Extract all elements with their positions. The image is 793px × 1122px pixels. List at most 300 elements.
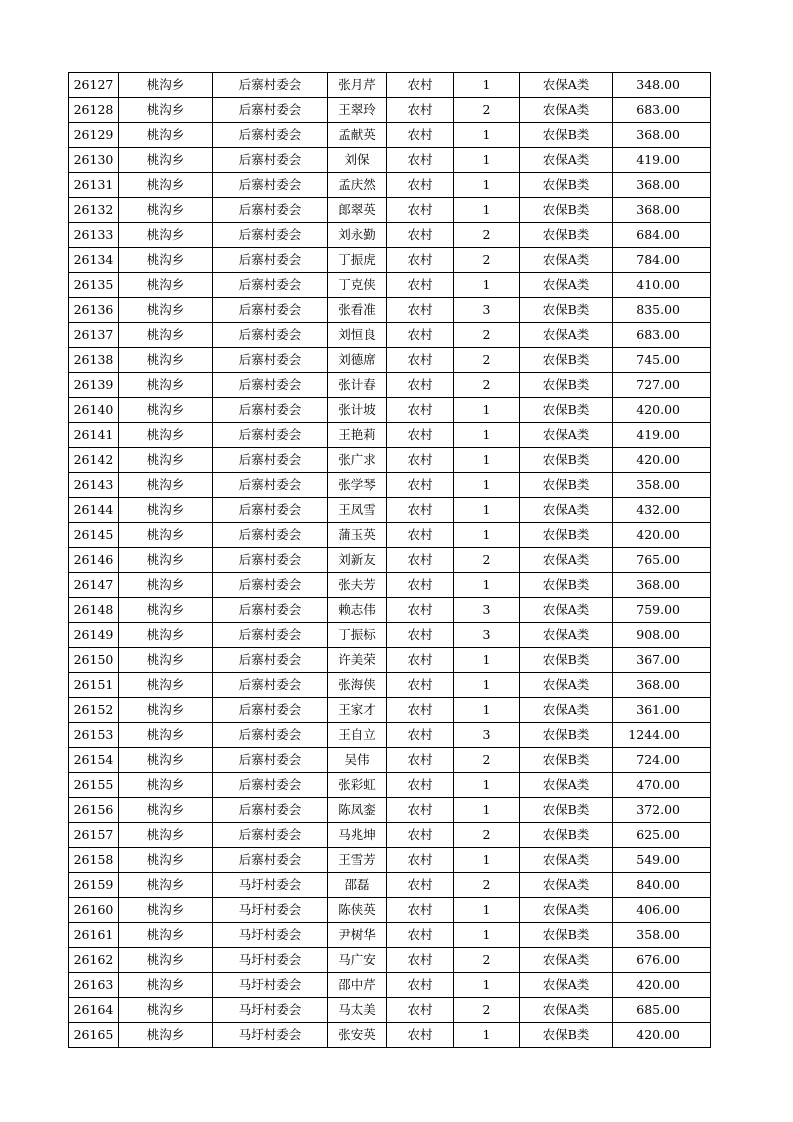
name-cell: 陈侠英 <box>328 898 387 923</box>
table-row <box>69 823 711 848</box>
township-cell: 桃沟乡 <box>119 398 213 423</box>
record-id-cell: 26140 <box>69 398 119 423</box>
insurance-category-cell: 农保A类 <box>520 773 613 798</box>
household-count-cell: 1 <box>454 398 520 423</box>
record-id-cell: 26144 <box>69 498 119 523</box>
insurance-category-cell: 农保A类 <box>520 873 613 898</box>
record-id-cell: 26134 <box>69 248 119 273</box>
household-count-cell: 2 <box>454 323 520 348</box>
insurance-category-cell: 农保B类 <box>520 448 613 473</box>
area-type-cell: 农村 <box>387 473 454 498</box>
amount-cell: 765.00 <box>613 548 711 573</box>
area-type-cell: 农村 <box>387 298 454 323</box>
area-type-cell: 农村 <box>387 448 454 473</box>
table-row <box>69 98 711 123</box>
table-row <box>69 573 711 598</box>
record-id-cell: 26143 <box>69 473 119 498</box>
amount-cell: 348.00 <box>613 73 711 98</box>
record-id-cell: 26130 <box>69 148 119 173</box>
insurance-category-cell: 农保A类 <box>520 423 613 448</box>
village-committee-cell: 后寨村委会 <box>213 148 328 173</box>
household-count-cell: 1 <box>454 798 520 823</box>
table-row <box>69 323 711 348</box>
record-id-cell: 26135 <box>69 273 119 298</box>
insurance-category-cell: 农保B类 <box>520 223 613 248</box>
insurance-category-cell: 农保A类 <box>520 598 613 623</box>
amount-cell: 361.00 <box>613 698 711 723</box>
record-id-cell: 26136 <box>69 298 119 323</box>
insurance-category-cell: 农保B类 <box>520 348 613 373</box>
area-type-cell: 农村 <box>387 998 454 1023</box>
table-row <box>69 998 711 1023</box>
name-cell: 陈凤銮 <box>328 798 387 823</box>
amount-cell: 676.00 <box>613 948 711 973</box>
household-count-cell: 3 <box>454 298 520 323</box>
amount-cell: 625.00 <box>613 823 711 848</box>
record-id-cell: 26164 <box>69 998 119 1023</box>
table-row <box>69 548 711 573</box>
amount-cell: 419.00 <box>613 423 711 448</box>
township-cell: 桃沟乡 <box>119 673 213 698</box>
area-type-cell: 农村 <box>387 323 454 348</box>
household-count-cell: 2 <box>454 548 520 573</box>
village-committee-cell: 马圩村委会 <box>213 1023 328 1048</box>
table-row <box>69 973 711 998</box>
insurance-category-cell: 农保A类 <box>520 98 613 123</box>
area-type-cell: 农村 <box>387 98 454 123</box>
area-type-cell: 农村 <box>387 923 454 948</box>
name-cell: 张计坡 <box>328 398 387 423</box>
township-cell: 桃沟乡 <box>119 873 213 898</box>
record-id-cell: 26152 <box>69 698 119 723</box>
table-row <box>69 748 711 773</box>
household-count-cell: 2 <box>454 948 520 973</box>
township-cell: 桃沟乡 <box>119 373 213 398</box>
name-cell: 丁振标 <box>328 623 387 648</box>
household-count-cell: 1 <box>454 673 520 698</box>
village-committee-cell: 马圩村委会 <box>213 973 328 998</box>
township-cell: 桃沟乡 <box>119 148 213 173</box>
name-cell: 孟庆然 <box>328 173 387 198</box>
amount-cell: 419.00 <box>613 148 711 173</box>
name-cell: 王艳莉 <box>328 423 387 448</box>
name-cell: 赖志伟 <box>328 598 387 623</box>
household-count-cell: 1 <box>454 973 520 998</box>
record-id-cell: 26131 <box>69 173 119 198</box>
township-cell: 桃沟乡 <box>119 773 213 798</box>
record-id-cell: 26154 <box>69 748 119 773</box>
village-committee-cell: 后寨村委会 <box>213 523 328 548</box>
township-cell: 桃沟乡 <box>119 973 213 998</box>
insurance-category-cell: 农保A类 <box>520 323 613 348</box>
insurance-category-cell: 农保A类 <box>520 898 613 923</box>
village-committee-cell: 后寨村委会 <box>213 198 328 223</box>
record-id-cell: 26155 <box>69 773 119 798</box>
table-row <box>69 723 711 748</box>
township-cell: 桃沟乡 <box>119 1023 213 1048</box>
table-row <box>69 648 711 673</box>
township-cell: 桃沟乡 <box>119 198 213 223</box>
amount-cell: 685.00 <box>613 998 711 1023</box>
amount-cell: 759.00 <box>613 598 711 623</box>
village-committee-cell: 后寨村委会 <box>213 673 328 698</box>
table-row <box>69 148 711 173</box>
amount-cell: 406.00 <box>613 898 711 923</box>
name-cell: 马兆坤 <box>328 823 387 848</box>
name-cell: 许美荣 <box>328 648 387 673</box>
insurance-category-cell: 农保A类 <box>520 148 613 173</box>
name-cell: 邵中芹 <box>328 973 387 998</box>
name-cell: 马太美 <box>328 998 387 1023</box>
township-cell: 桃沟乡 <box>119 923 213 948</box>
amount-cell: 420.00 <box>613 398 711 423</box>
table-row <box>69 398 711 423</box>
name-cell: 刘恒良 <box>328 323 387 348</box>
amount-cell: 420.00 <box>613 1023 711 1048</box>
area-type-cell: 农村 <box>387 798 454 823</box>
insurance-category-cell: 农保A类 <box>520 848 613 873</box>
insurance-category-cell: 农保B类 <box>520 398 613 423</box>
insurance-category-cell: 农保B类 <box>520 798 613 823</box>
record-id-cell: 26157 <box>69 823 119 848</box>
insurance-category-cell: 农保A类 <box>520 948 613 973</box>
record-id-cell: 26138 <box>69 348 119 373</box>
record-id-cell: 26151 <box>69 673 119 698</box>
area-type-cell: 农村 <box>387 598 454 623</box>
area-type-cell: 农村 <box>387 398 454 423</box>
amount-cell: 420.00 <box>613 523 711 548</box>
household-count-cell: 1 <box>454 148 520 173</box>
name-cell: 张计春 <box>328 373 387 398</box>
record-id-cell: 26156 <box>69 798 119 823</box>
amount-cell: 368.00 <box>613 673 711 698</box>
insurance-category-cell: 农保B类 <box>520 523 613 548</box>
record-id-cell: 26163 <box>69 973 119 998</box>
record-id-cell: 26141 <box>69 423 119 448</box>
area-type-cell: 农村 <box>387 673 454 698</box>
area-type-cell: 农村 <box>387 773 454 798</box>
household-count-cell: 1 <box>454 573 520 598</box>
township-cell: 桃沟乡 <box>119 98 213 123</box>
table-row <box>69 273 711 298</box>
township-cell: 桃沟乡 <box>119 248 213 273</box>
amount-cell: 420.00 <box>613 973 711 998</box>
household-count-cell: 1 <box>454 848 520 873</box>
amount-cell: 368.00 <box>613 173 711 198</box>
area-type-cell: 农村 <box>387 173 454 198</box>
insurance-category-cell: 农保A类 <box>520 623 613 648</box>
township-cell: 桃沟乡 <box>119 298 213 323</box>
record-id-cell: 26159 <box>69 873 119 898</box>
record-id-cell: 26147 <box>69 573 119 598</box>
area-type-cell: 农村 <box>387 823 454 848</box>
area-type-cell: 农村 <box>387 223 454 248</box>
township-cell: 桃沟乡 <box>119 748 213 773</box>
name-cell: 张彩虹 <box>328 773 387 798</box>
area-type-cell: 农村 <box>387 648 454 673</box>
township-cell: 桃沟乡 <box>119 648 213 673</box>
insurance-category-cell: 农保A类 <box>520 698 613 723</box>
name-cell: 刘保 <box>328 148 387 173</box>
record-id-cell: 26161 <box>69 923 119 948</box>
village-committee-cell: 后寨村委会 <box>213 623 328 648</box>
township-cell: 桃沟乡 <box>119 548 213 573</box>
household-count-cell: 2 <box>454 998 520 1023</box>
table-row <box>69 848 711 873</box>
township-cell: 桃沟乡 <box>119 698 213 723</box>
table-row <box>69 523 711 548</box>
insurance-category-cell: 农保A类 <box>520 548 613 573</box>
record-id-cell: 26129 <box>69 123 119 148</box>
village-committee-cell: 后寨村委会 <box>213 398 328 423</box>
village-committee-cell: 后寨村委会 <box>213 373 328 398</box>
township-cell: 桃沟乡 <box>119 273 213 298</box>
record-id-cell: 26132 <box>69 198 119 223</box>
table-row <box>69 73 711 98</box>
village-committee-cell: 后寨村委会 <box>213 698 328 723</box>
record-id-cell: 26128 <box>69 98 119 123</box>
table-row <box>69 198 711 223</box>
table-row <box>69 173 711 198</box>
name-cell: 王翠玲 <box>328 98 387 123</box>
name-cell: 蒲玉英 <box>328 523 387 548</box>
area-type-cell: 农村 <box>387 948 454 973</box>
township-cell: 桃沟乡 <box>119 173 213 198</box>
household-count-cell: 1 <box>454 123 520 148</box>
allowance-table <box>68 72 711 1048</box>
household-count-cell: 1 <box>454 773 520 798</box>
name-cell: 孟献英 <box>328 123 387 148</box>
area-type-cell: 农村 <box>387 523 454 548</box>
household-count-cell: 1 <box>454 648 520 673</box>
household-count-cell: 3 <box>454 598 520 623</box>
amount-cell: 368.00 <box>613 573 711 598</box>
table-row <box>69 473 711 498</box>
table-row <box>69 248 711 273</box>
amount-cell: 367.00 <box>613 648 711 673</box>
area-type-cell: 农村 <box>387 248 454 273</box>
record-id-cell: 26158 <box>69 848 119 873</box>
village-committee-cell: 后寨村委会 <box>213 498 328 523</box>
household-count-cell: 1 <box>454 473 520 498</box>
household-count-cell: 2 <box>454 823 520 848</box>
record-id-cell: 26127 <box>69 73 119 98</box>
household-count-cell: 3 <box>454 623 520 648</box>
insurance-category-cell: 农保A类 <box>520 998 613 1023</box>
household-count-cell: 2 <box>454 348 520 373</box>
amount-cell: 410.00 <box>613 273 711 298</box>
area-type-cell: 农村 <box>387 423 454 448</box>
name-cell: 王家才 <box>328 698 387 723</box>
name-cell: 张广求 <box>328 448 387 473</box>
insurance-category-cell: 农保B类 <box>520 1023 613 1048</box>
village-committee-cell: 马圩村委会 <box>213 873 328 898</box>
village-committee-cell: 后寨村委会 <box>213 848 328 873</box>
amount-cell: 368.00 <box>613 123 711 148</box>
village-committee-cell: 后寨村委会 <box>213 548 328 573</box>
table-row <box>69 598 711 623</box>
record-id-cell: 26160 <box>69 898 119 923</box>
amount-cell: 835.00 <box>613 298 711 323</box>
village-committee-cell: 后寨村委会 <box>213 448 328 473</box>
township-cell: 桃沟乡 <box>119 848 213 873</box>
record-id-cell: 26162 <box>69 948 119 973</box>
amount-cell: 683.00 <box>613 98 711 123</box>
area-type-cell: 农村 <box>387 723 454 748</box>
area-type-cell: 农村 <box>387 198 454 223</box>
village-committee-cell: 后寨村委会 <box>213 298 328 323</box>
household-count-cell: 1 <box>454 198 520 223</box>
amount-cell: 684.00 <box>613 223 711 248</box>
area-type-cell: 农村 <box>387 698 454 723</box>
name-cell: 张月芹 <box>328 73 387 98</box>
name-cell: 张看准 <box>328 298 387 323</box>
table-row <box>69 373 711 398</box>
household-count-cell: 1 <box>454 173 520 198</box>
household-count-cell: 1 <box>454 73 520 98</box>
insurance-category-cell: 农保A类 <box>520 973 613 998</box>
table-row <box>69 673 711 698</box>
household-count-cell: 1 <box>454 923 520 948</box>
area-type-cell: 农村 <box>387 148 454 173</box>
table-row <box>69 798 711 823</box>
household-count-cell: 1 <box>454 423 520 448</box>
township-cell: 桃沟乡 <box>119 223 213 248</box>
area-type-cell: 农村 <box>387 548 454 573</box>
area-type-cell: 农村 <box>387 123 454 148</box>
amount-cell: 745.00 <box>613 348 711 373</box>
township-cell: 桃沟乡 <box>119 798 213 823</box>
insurance-category-cell: 农保A类 <box>520 498 613 523</box>
village-committee-cell: 后寨村委会 <box>213 123 328 148</box>
insurance-category-cell: 农保B类 <box>520 298 613 323</box>
area-type-cell: 农村 <box>387 873 454 898</box>
table-row <box>69 898 711 923</box>
name-cell: 张安英 <box>328 1023 387 1048</box>
village-committee-cell: 后寨村委会 <box>213 98 328 123</box>
amount-cell: 358.00 <box>613 923 711 948</box>
village-committee-cell: 后寨村委会 <box>213 348 328 373</box>
record-id-cell: 26139 <box>69 373 119 398</box>
record-id-cell: 26146 <box>69 548 119 573</box>
township-cell: 桃沟乡 <box>119 998 213 1023</box>
name-cell: 刘德席 <box>328 348 387 373</box>
township-cell: 桃沟乡 <box>119 123 213 148</box>
amount-cell: 368.00 <box>613 198 711 223</box>
amount-cell: 1244.00 <box>613 723 711 748</box>
area-type-cell: 农村 <box>387 1023 454 1048</box>
village-committee-cell: 后寨村委会 <box>213 823 328 848</box>
name-cell: 张学琴 <box>328 473 387 498</box>
amount-cell: 549.00 <box>613 848 711 873</box>
insurance-category-cell: 农保A类 <box>520 248 613 273</box>
insurance-category-cell: 农保B类 <box>520 373 613 398</box>
insurance-category-cell: 农保B类 <box>520 748 613 773</box>
table-row <box>69 923 711 948</box>
township-cell: 桃沟乡 <box>119 598 213 623</box>
amount-cell: 727.00 <box>613 373 711 398</box>
insurance-category-cell: 农保B类 <box>520 573 613 598</box>
insurance-category-cell: 农保B类 <box>520 923 613 948</box>
name-cell: 郎翠英 <box>328 198 387 223</box>
village-committee-cell: 后寨村委会 <box>213 173 328 198</box>
township-cell: 桃沟乡 <box>119 348 213 373</box>
amount-cell: 784.00 <box>613 248 711 273</box>
amount-cell: 358.00 <box>613 473 711 498</box>
township-cell: 桃沟乡 <box>119 523 213 548</box>
area-type-cell: 农村 <box>387 273 454 298</box>
area-type-cell: 农村 <box>387 848 454 873</box>
household-count-cell: 2 <box>454 373 520 398</box>
insurance-category-cell: 农保B类 <box>520 823 613 848</box>
village-committee-cell: 后寨村委会 <box>213 598 328 623</box>
table-row <box>69 698 711 723</box>
township-cell: 桃沟乡 <box>119 573 213 598</box>
name-cell: 马广安 <box>328 948 387 973</box>
amount-cell: 432.00 <box>613 498 711 523</box>
household-count-cell: 1 <box>454 698 520 723</box>
township-cell: 桃沟乡 <box>119 898 213 923</box>
table-row <box>69 223 711 248</box>
village-committee-cell: 马圩村委会 <box>213 923 328 948</box>
insurance-category-cell: 农保B类 <box>520 173 613 198</box>
household-count-cell: 1 <box>454 498 520 523</box>
amount-cell: 840.00 <box>613 873 711 898</box>
township-cell: 桃沟乡 <box>119 498 213 523</box>
household-count-cell: 1 <box>454 1023 520 1048</box>
area-type-cell: 农村 <box>387 348 454 373</box>
name-cell: 邵磊 <box>328 873 387 898</box>
table-row <box>69 448 711 473</box>
record-id-cell: 26145 <box>69 523 119 548</box>
amount-cell: 724.00 <box>613 748 711 773</box>
household-count-cell: 2 <box>454 873 520 898</box>
area-type-cell: 农村 <box>387 973 454 998</box>
table-row <box>69 948 711 973</box>
table-row <box>69 123 711 148</box>
name-cell: 丁振虎 <box>328 248 387 273</box>
record-id-cell: 26148 <box>69 598 119 623</box>
village-committee-cell: 马圩村委会 <box>213 948 328 973</box>
household-count-cell: 3 <box>454 723 520 748</box>
table-row <box>69 623 711 648</box>
village-committee-cell: 后寨村委会 <box>213 223 328 248</box>
area-type-cell: 农村 <box>387 498 454 523</box>
insurance-category-cell: 农保B类 <box>520 723 613 748</box>
insurance-category-cell: 农保B类 <box>520 198 613 223</box>
area-type-cell: 农村 <box>387 623 454 648</box>
name-cell: 刘新友 <box>328 548 387 573</box>
area-type-cell: 农村 <box>387 73 454 98</box>
village-committee-cell: 后寨村委会 <box>213 573 328 598</box>
village-committee-cell: 后寨村委会 <box>213 798 328 823</box>
household-count-cell: 1 <box>454 898 520 923</box>
name-cell: 张海侠 <box>328 673 387 698</box>
village-committee-cell: 后寨村委会 <box>213 473 328 498</box>
township-cell: 桃沟乡 <box>119 723 213 748</box>
village-committee-cell: 后寨村委会 <box>213 248 328 273</box>
village-committee-cell: 后寨村委会 <box>213 648 328 673</box>
insurance-category-cell: 农保A类 <box>520 73 613 98</box>
household-count-cell: 1 <box>454 273 520 298</box>
record-id-cell: 26150 <box>69 648 119 673</box>
area-type-cell: 农村 <box>387 373 454 398</box>
insurance-category-cell: 农保B类 <box>520 648 613 673</box>
village-committee-cell: 后寨村委会 <box>213 748 328 773</box>
name-cell: 吴伟 <box>328 748 387 773</box>
table-row <box>69 498 711 523</box>
village-committee-cell: 后寨村委会 <box>213 273 328 298</box>
